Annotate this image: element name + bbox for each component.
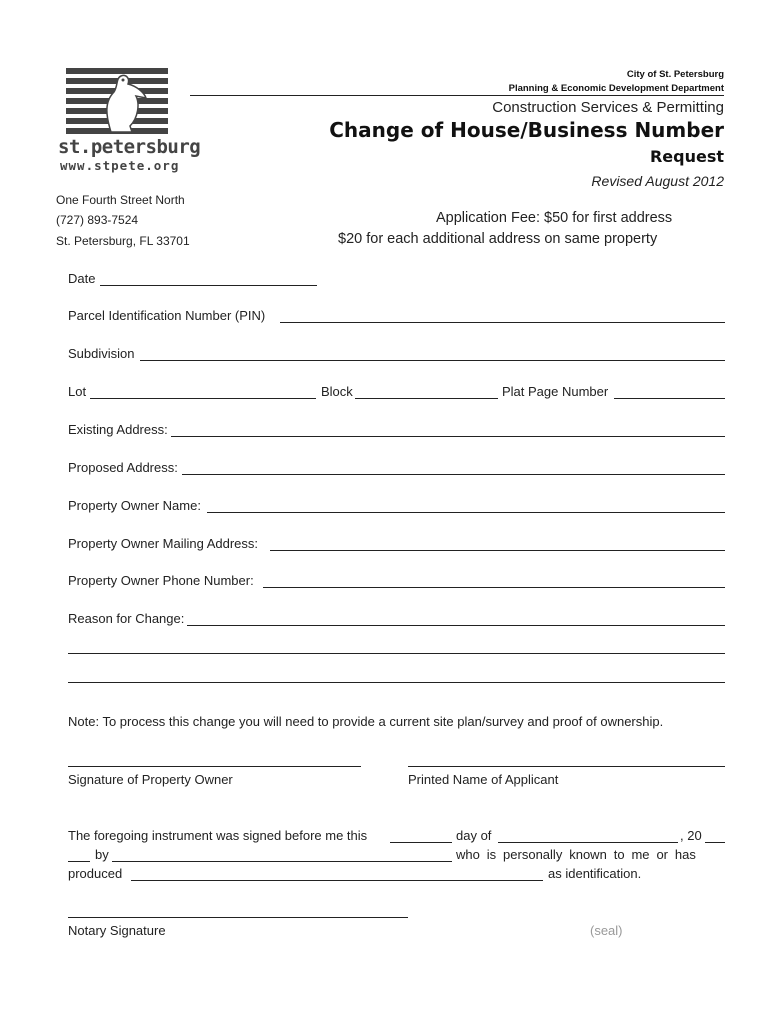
notary-known-text: who is personally known to me or has [456,847,696,862]
city-name: City of St. Petersburg [626,69,724,80]
subdivision-field[interactable] [140,360,725,361]
reason-label: Reason for Change: [68,611,185,626]
lot-field[interactable] [90,398,316,399]
pelican-logo-icon [66,68,178,134]
date-label: Date [68,271,96,286]
fee-line-2: $20 for each additional address on same property [338,231,658,247]
applicant-name-field[interactable] [408,766,725,767]
notary-id-field[interactable] [131,880,543,881]
logo-url: www.stpete.org [60,158,180,173]
header-rule [190,95,724,96]
revised-date: Revised August 2012 [591,173,724,189]
notary-day-field[interactable] [390,842,452,843]
notary-month-field[interactable] [498,842,678,843]
notary-text-1: The foregoing instrument was signed before me this [68,828,368,843]
page-subtitle: Request [649,147,724,166]
owner-mailing-label: Property Owner Mailing Address: [68,536,259,551]
logo-name: st.petersburg [58,136,201,158]
owner-name-label: Property Owner Name: [68,498,201,513]
notary-signature-field[interactable] [68,917,408,918]
notary-year-suffix-field[interactable] [68,861,90,862]
owner-mailing-field[interactable] [270,550,725,551]
owner-phone-field[interactable] [263,587,725,588]
block-label: Block [321,384,353,399]
date-field[interactable] [100,285,317,286]
plat-page-label: Plat Page Number [502,384,609,399]
pin-label: Parcel Identification Number (PIN) [68,308,266,323]
city-logo [58,68,201,174]
owner-signature-field[interactable] [68,766,361,767]
block-field[interactable] [355,398,498,399]
existing-address-label: Existing Address: [68,422,168,437]
proposed-address-label: Proposed Address: [68,460,178,475]
division-name: Construction Services & Permitting [492,99,724,116]
pin-field[interactable] [280,322,725,323]
notary-by-field[interactable] [112,861,452,862]
owner-phone-label: Property Owner Phone Number: [68,573,254,588]
reason-field-line-2[interactable] [68,653,725,654]
reason-field[interactable] [187,625,725,626]
plat-page-field[interactable] [614,398,725,399]
notary-seal-label: (seal) [590,923,623,938]
address-phone: (727) 893-7524 [56,213,139,227]
notary-produced-label: produced [68,866,123,881]
notary-signature-label: Notary Signature [68,923,166,938]
address-city: St. Petersburg, FL 33701 [56,234,190,248]
reason-field-line-3[interactable] [68,682,725,683]
address-street: One Fourth Street North [56,193,185,207]
notary-year-field[interactable] [705,842,725,843]
notary-by-label: by [95,847,109,862]
applicant-name-label: Printed Name of Applicant [408,772,559,787]
page-title: Change of House/Business Number [329,118,724,142]
owner-name-field[interactable] [207,512,725,513]
existing-address-field[interactable] [171,436,725,437]
note-text: Note: To process this change you will need to provide a current site plan/survey and proof of ownership. [68,714,664,729]
notary-day-of: day of [456,828,492,843]
lot-label: Lot [68,384,87,399]
subdivision-label: Subdivision [68,346,135,361]
notary-identification-text: as identification. [548,866,642,881]
department-name: Planning & Economic Development Department [508,83,724,94]
notary-year-label: , 20 [680,828,702,843]
owner-signature-label: Signature of Property Owner [68,772,233,787]
fee-line-1: Application Fee: $50 for first address [436,210,673,226]
proposed-address-field[interactable] [182,474,725,475]
